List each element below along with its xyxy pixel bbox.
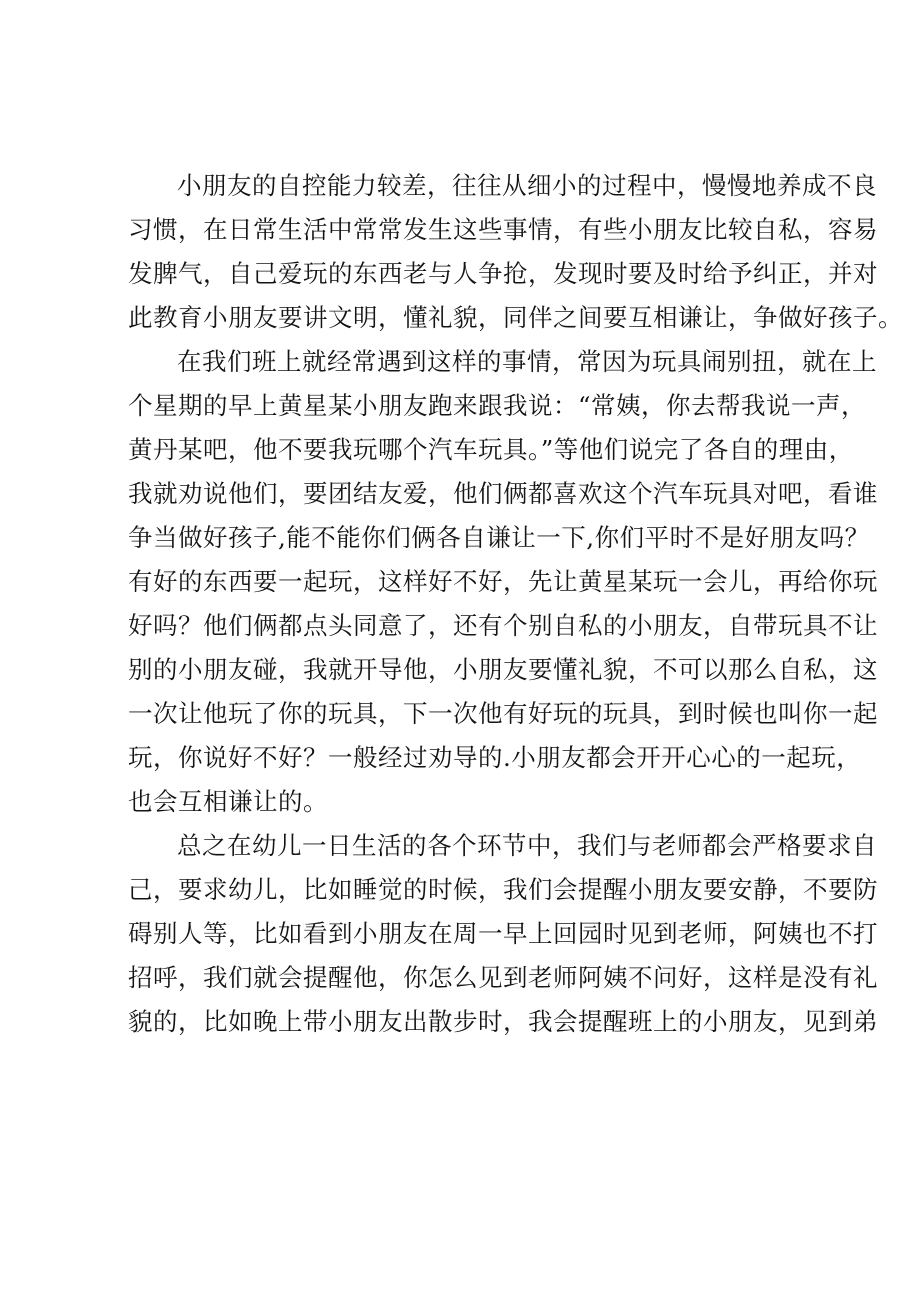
paragraph-2-line-8: 别的小朋友碰，我就开导他，小朋友要懂礼貌，不可以那么自私，这: [128, 655, 878, 684]
document-body: [128, 164, 903, 1044]
paragraph-3-line-3: 碍别人等，比如看到小朋友在周一早上回园时见到老师，阿姨也不打: [128, 919, 878, 948]
paragraph-2-line-2: 个星期的早上黄星某小朋友跑来跟我说：“常姨，你去帮我说一声，: [128, 391, 867, 420]
paragraph-2-line-5: 争当做好孩子,能不能你们俩各自谦让一下,你们平时不是好朋友吗？: [128, 523, 870, 552]
paragraph-3-line-1: 总之在幼儿一日生活的各个环节中，我们与老师都会严格要求自: [177, 831, 877, 860]
paragraph-2-line-3: 黄丹某吧，他不要我玩哪个汽车玩具。”等他们说完了各自的理由，: [128, 435, 854, 464]
paragraph-1-line-3: 发脾气，自己爱玩的东西老与人争抢，发现时要及时给予纠正，并对: [128, 259, 878, 288]
paragraph-2-line-6: 有好的东西要一起玩，这样好不好，先让黄星某玩一会儿，再给你玩: [128, 567, 878, 596]
paragraph-2-line-7: 好吗？他们俩都点头同意了，还有个别自私的小朋友，自带玩具不让: [128, 611, 878, 640]
paragraph-2-line-4: 我就劝说他们，要团结友爱，他们俩都喜欢这个汽车玩具对吧，看谁: [128, 479, 878, 508]
paragraph-2-line-11: 也会互相谦让的。: [128, 787, 328, 816]
paragraph-1-line-4: 此教育小朋友要讲文明，懂礼貌，同伴之间要互相谦让，争做好孩子。: [128, 303, 903, 332]
paragraph-2-line-9: 一次让他玩了你的玩具，下一次他有好玩的玩具，到时候也叫你一起: [128, 699, 878, 728]
paragraph-3-line-5: 貌的，比如晚上带小朋友出散步时，我会提醒班上的小朋友，见到弟: [128, 1007, 878, 1036]
paragraph-1-line-2: 习惯，在日常生活中常常发生这些事情，有些小朋友比较自私，容易: [128, 215, 878, 244]
paragraph-2-line-1: 在我们班上就经常遇到这样的事情，常因为玩具闹别扭，就在上: [177, 347, 877, 376]
paragraph-3-line-2: 己，要求幼儿，比如睡觉的时候，我们会提醒小朋友要安静，不要防: [128, 875, 878, 904]
paragraph-3-line-4: 招呼，我们就会提醒他，你怎么见到老师阿姨不问好，这样是没有礼: [128, 963, 878, 992]
paragraph-2-line-10: 玩，你说好不好？一般经过劝导的.小朋友都会开开心心的一起玩，: [128, 743, 862, 772]
paragraph-1-line-1: 小朋友的自控能力较差，往往从细小的过程中，慢慢地养成不良: [177, 171, 877, 200]
